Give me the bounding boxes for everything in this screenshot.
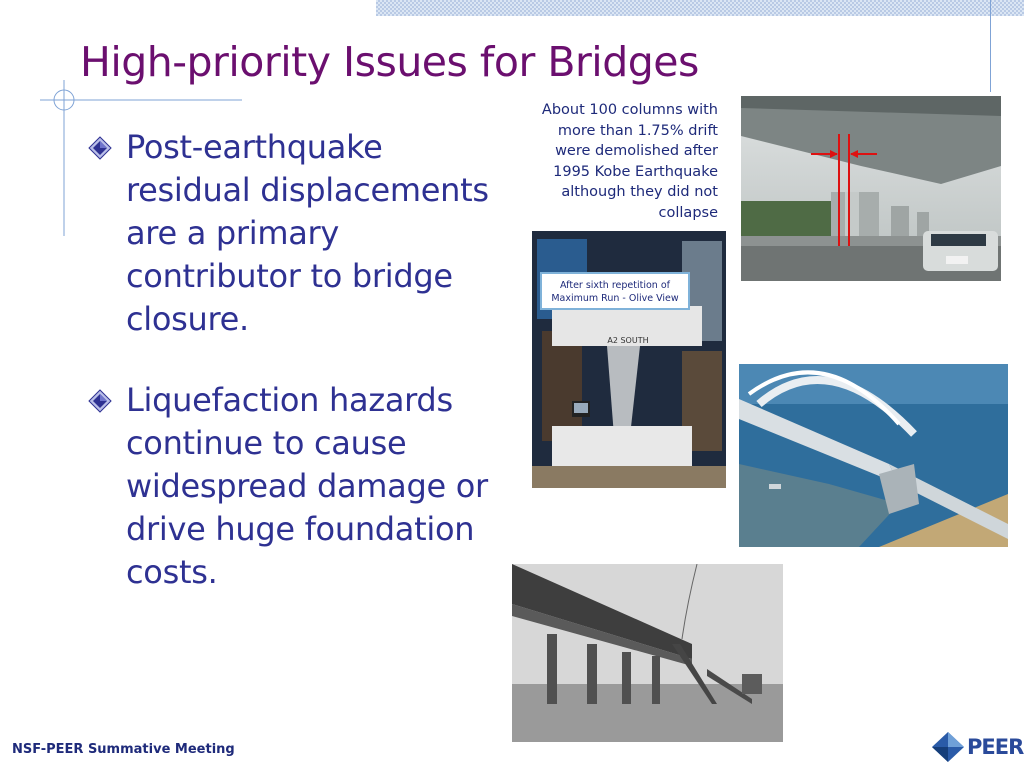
peer-logo <box>930 730 1024 764</box>
top-decorative-band <box>376 0 1024 16</box>
peer-logo-icon <box>930 730 966 764</box>
bullet-list <box>88 126 498 632</box>
footer-meeting-name: NSF-PEER Summative Meeting <box>12 742 235 757</box>
peer-logo-text: PEER <box>967 735 1024 759</box>
bullet-item <box>88 126 498 341</box>
kobe-column-photo <box>741 96 1001 281</box>
slide-title: High-priority Issues for Bridges <box>80 38 699 86</box>
lab-sign-text: A2 SOUTH <box>607 336 649 345</box>
diamond-bullet-icon <box>88 389 112 413</box>
kobe-caption: About 100 columns with more than 1.75% drift were demolished after 1995 Kobe Earthquake although they did not collapse <box>541 102 718 221</box>
lab-photo-label: After sixth repetition of Maximum Run - Olive View <box>540 272 690 310</box>
bullet-text: Liquefaction hazards continue to cause widespread damage or drive huge foundation costs. <box>126 381 488 591</box>
bullet-item <box>88 379 498 594</box>
lab-test-photo <box>532 231 726 488</box>
arch-bridge-photo <box>739 364 1008 547</box>
bullet-text: Post-earthquake residual displacements are a primary contributor to bridge closure. <box>126 128 489 338</box>
collapsed-bridge-photo <box>512 564 783 742</box>
diamond-bullet-icon <box>88 136 112 160</box>
right-accent-line <box>990 0 991 92</box>
